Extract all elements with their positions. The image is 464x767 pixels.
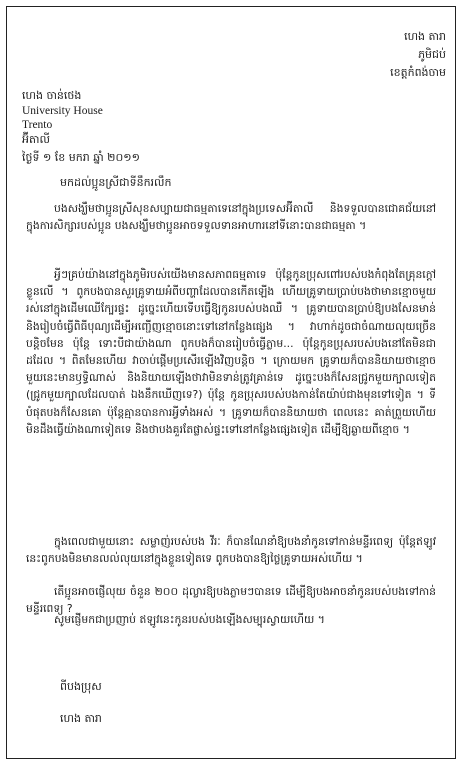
body-paragraph-4: តើប្អូនអាចផ្ញើលុយ ចំនួន ២០០ ដុល្លារឱ្យបងភ្លាមៗបានទេ ដើម្បីឱ្យបងអាចនាំកូនរបស់បងទៅកាន់មន្ទីរពេទ្យ ? bbox=[26, 585, 436, 616]
body-paragraph-1: បងសង្ឃឹមថាប្អូនស្រីសុខសប្បាយជាធម្មតាទេនៅក្នុងប្រទេសអ៊ីតាលី និងទទួលបានជោគជ័យនៅក្នុងការសិក្សារបស់ប្អូន បងសង្ឃឹមថាប្អូនអាចទទួលទានអាហារនៅទីនោះបានជាធម្មតា ។ bbox=[26, 202, 436, 233]
recipient-country: អ៊ីតាលី bbox=[22, 133, 50, 146]
sender-address bbox=[390, 28, 446, 82]
signature: ហេង តារា bbox=[60, 712, 102, 725]
recipient-town: Trento bbox=[22, 119, 53, 131]
body-paragraph-2: អ្វីៗគ្រប់យ៉ាងនៅក្នុងភូមិរបស់យើងមានសភាពធម្មតាទេ ប៉ុន្តែកូនប្រុសពៅរបស់បងកំពុងតែគ្រុនក្ដៅខ្លួនលើ ។ ពូកបងបានសួរគ្រូទាយអំពីបញ្ហាដែលបានកើតឡើង ហើយគ្រូទាយប្រាប់បងថាមានខ្មោចមួយរស់នៅក្នុងដើមឈើក្បែរផ្ទះ ដូច្នេះហើយទើបធ្វើឱ្យកូនរបស់បងឈឺ ។ គ្រូទាយបានប្រាប់ឱ្យបងសែនមាន់ និងរៀបចំធ្វើពិធីបុណ្យដើម្បីអញ្ជើញខ្មោចនោះទៅនៅកន្លែងផ្សេង ។ វាហាក់ដូចជាចំណាយលុយច្រើនបន្តិចមែន ប៉ុន្តែ ទោះបីជាយ៉ាងណា ពូកបងក៏បានរៀបចំធ្វើភ្លាម... ប៉ុន្តែកូនប្រុសរបស់បងនៅតែមិនជាដដែល ។ ពិតមែនហើយ វាចាប់ផ្ដើមប្រសើរឡើងវិញបន្តិច ។ ក្រោយមក គ្រូទាយក៏បាននិយាយថាខ្មោចមួយនេះមានឫទ្ធិណាស់ និងនិយាយឡើងថាវាមិនទាន់ត្រូវគ្រាន់ទេ ដូច្នេះបងក៏សែនជ្រូកមួយក្បាលទៀត (ជ្រូកមួយក្បាលដែលបាត់ ឯងនឹកឃើញទេ?) ប៉ុន្តែ កូនប្រុសរបស់បងកាន់តែយ៉ាប់ជាងមុនទៅទៀត ។ ទីបំផុតបងក៏សែនគោ ប៉ុន្តែគ្មានបានការអ្វីទាំងអស់ ។ គ្រូទាយក៏បាននិយាយថា ពេលនេះ គាត់ព្រួយហើយមិនដឹងធ្វើយ៉ាងណាទៀតទេ និងថាបងគួរតែផ្លាស់ផ្ទះទៅនៅកន្លែងផ្សេងទៀត ដើម្បីឱ្យឆ្ងាយពីខ្មោច ។ bbox=[26, 268, 436, 436]
letter-date: ថ្ងៃទី ១ ខែ មករា ឆ្នាំ ២០១១ bbox=[22, 151, 140, 164]
salutation: មកដល់ប្អូនស្រីជាទីនឹករលឹក bbox=[60, 176, 172, 189]
closing-line: ពីបងប្រុស bbox=[60, 680, 102, 693]
recipient-name: ហេង ចាន់ថេង bbox=[22, 89, 82, 102]
body-paragraph-3: ក្នុងពេលជាមួយនោះ សម្លាញ់របស់បង វីរៈ ក៏បានណែនាំឱ្យបងនាំកូនទៅកាន់មន្ទីរពេទ្យ ប៉ុន្តែឥឡូវនេះពូកបងមិនមានលល់លុយនៅក្នុងខ្លួនទៀតទេ ពូកបងបានឱ្យថ្លៃគ្រូទាយអស់ហើយ ។ bbox=[26, 535, 436, 566]
sender-village: ភូមិជប់ bbox=[418, 48, 446, 61]
sender-name: ហេង តារា bbox=[404, 30, 446, 43]
recipient-house: University House bbox=[22, 105, 103, 117]
recipient-address bbox=[22, 88, 140, 166]
sender-province: ខេត្តកំពង់ចាម bbox=[390, 66, 446, 79]
body-paragraph-5: សូមផ្ញើមកជាប្រញាប់ ឥឡូវនេះកូនរបស់បងឡើងសម្បុរស្វាយហើយ ។ bbox=[54, 613, 325, 626]
